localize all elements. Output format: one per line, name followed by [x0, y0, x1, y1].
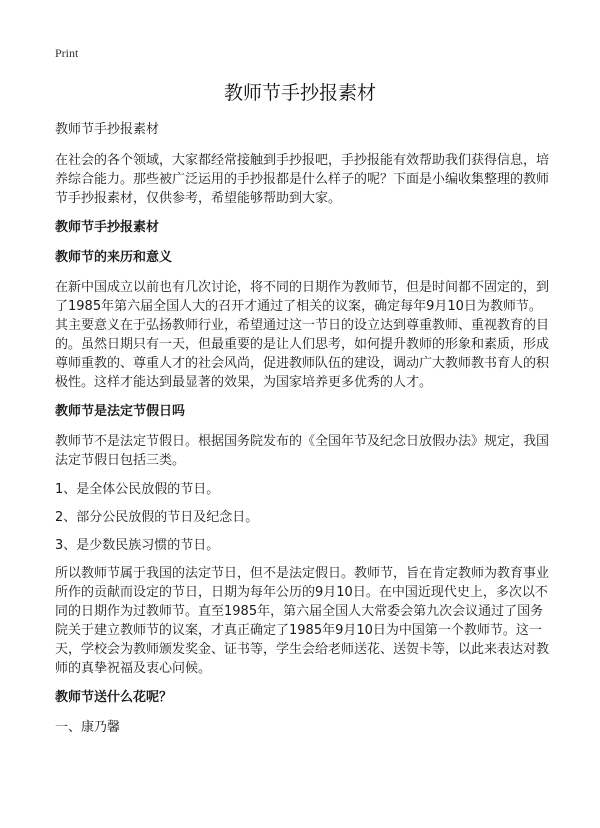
section-heading-origin: 教师节的来历和意义 [55, 250, 173, 265]
flower-item: 一、康乃馨 [55, 720, 121, 735]
holiday-paragraph: 教师节不是法定节假日。根据国务院发布的《全国年节及纪念日放假办法》规定，我国法定节假日包括三类。 [55, 434, 550, 468]
list-item: 2、部分公民放假的节日及纪念日。 [55, 510, 259, 525]
article-subtitle: 教师节手抄报素材 [55, 122, 160, 137]
list-item: 3、是少数民族习惯的节日。 [55, 538, 220, 553]
article-body [55, 120, 553, 746]
origin-paragraph: 在新中国成立以前也有几次讨论，将不同的日期作为教师节，但是时间都不固定的，到了1985年第六届全国人大的召开才通过了相关的议案，确定每年9月10日为教师节。其主要意义在于弘扬教师行业，希望通过这一节日的设立达到尊重教师、重视教育的目的。虽然日期只有一天，但最重要的是让人们思考，如何提升教师的形象和素质，形成尊师重教的、尊重人才的社会风尚，促进教师队伍的建设，调动广大教师教书育人的积极性。这样才能达到最显著的效果，为国家培养更多优秀的人才。 [55, 280, 550, 390]
print-link[interactable]: Print [55, 46, 79, 60]
holiday-detail-paragraph: 所以教师节属于我国的法定节日，但不是法定假日。教师节，旨在肯定教师为教育事业所作的贡献而设定的节日，日期为每年公历的9月10日。在中国近现代史上，多次以不同的日期作为过教师节。直至1985年，第六届全国人大常委会第九次会议通过了国务院关于建立教师节的议案，才真正确定了1985年9月10日为中国第一个教师节。这一天，学校会为教师颁发奖金、证书等，学生会给老师送花、送贺卡等，以此来表达对教师的真挚祝福及衷心问候。 [55, 566, 550, 676]
section-heading-materials: 教师节手抄报素材 [55, 220, 160, 235]
page-title: 教师节手抄报素材 [223, 82, 376, 104]
section-heading-holiday: 教师节是法定节假日吗 [55, 404, 186, 419]
list-item: 1、是全体公民放假的节日。 [55, 482, 220, 497]
intro-paragraph: 在社会的各个领域，大家都经常接触到手抄报吧，手抄报能有效帮助我们获得信息，培养综合能力。那些被广泛运用的手抄报都是什么样子的呢？下面是小编收集整理的教师节手抄报素材，仅供参考，希望能够帮助到大家。 [55, 153, 550, 206]
section-heading-flowers: 教师节送什么花呢？ [55, 690, 173, 705]
